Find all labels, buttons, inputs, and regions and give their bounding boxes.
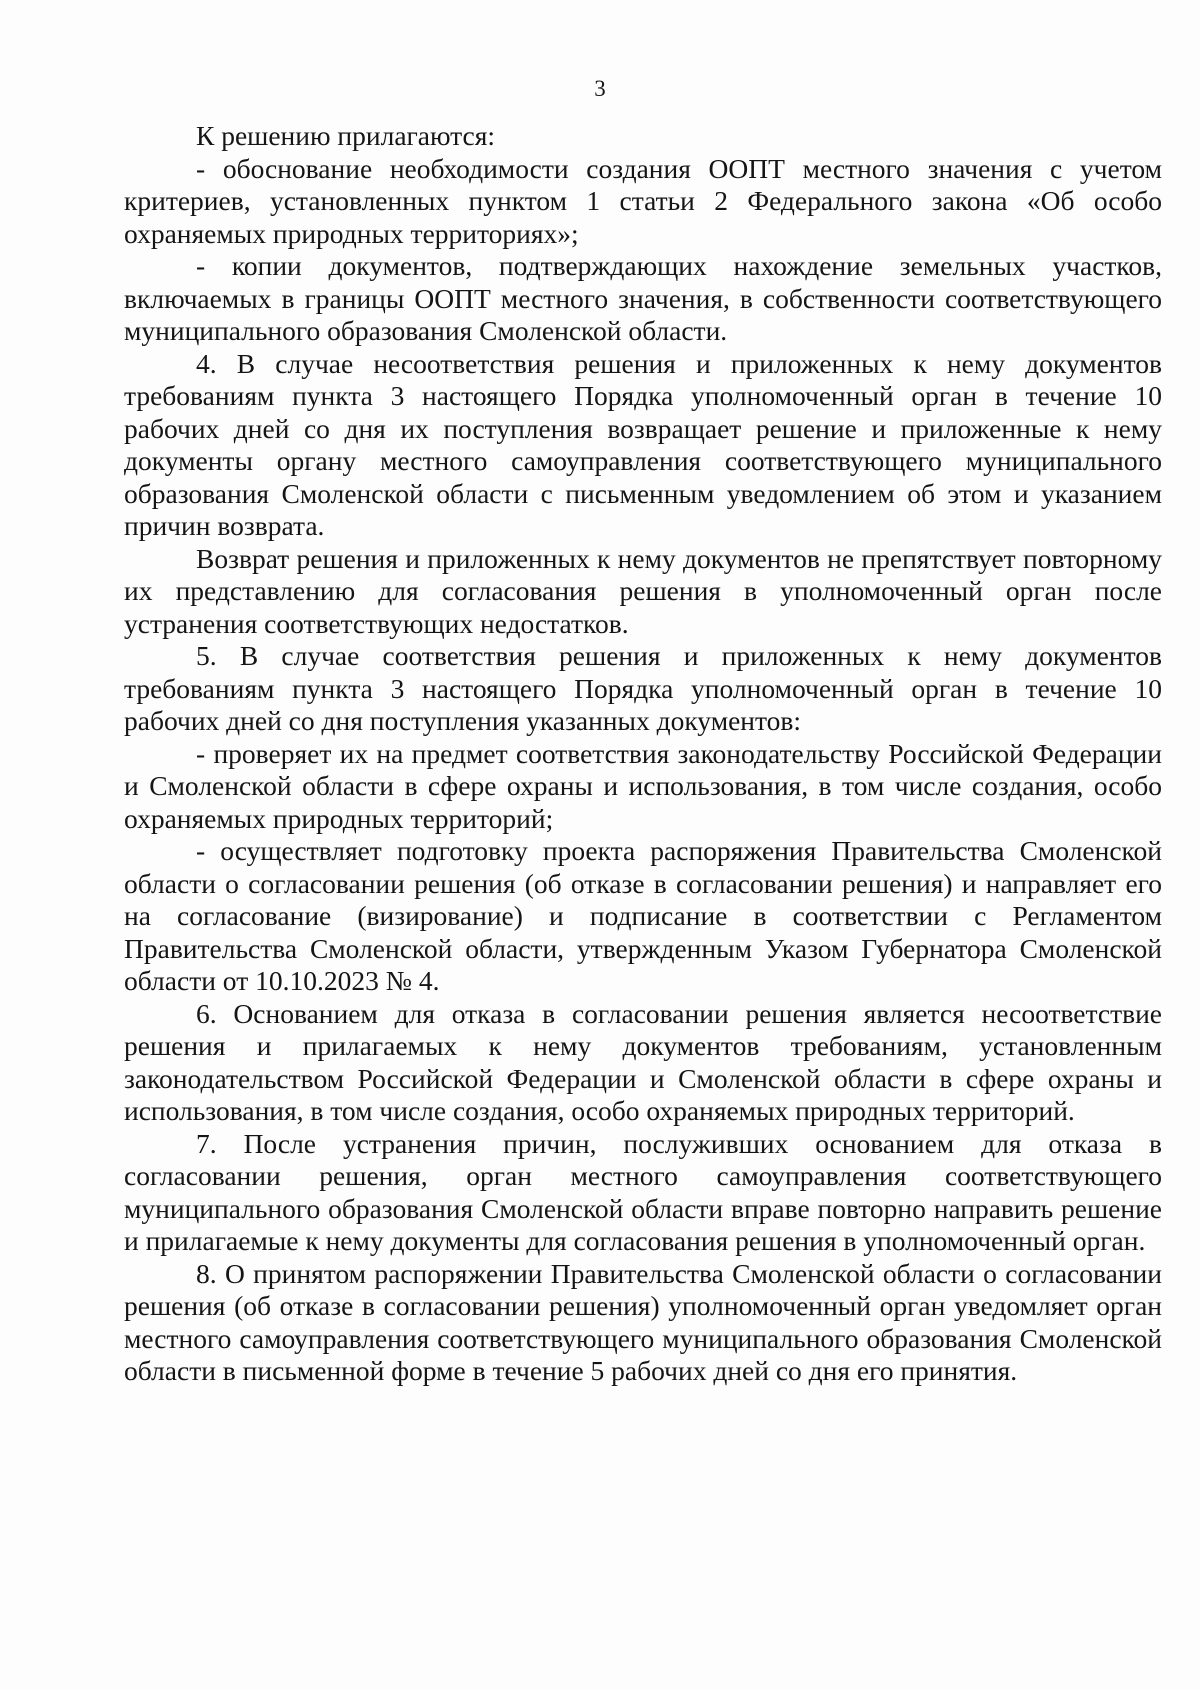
attachment-item-land-documents: - копии документов, подтверждающих нахождение земельных участков, включаемых в границы ООПТ местного значения, в собственности соответствующего муниципального образования Смоленской области. <box>124 250 1162 346</box>
clause-5-item-draft: - осуществляет подготовку проекта распоряжения Правительства Смоленской области о согласовании решения (об отказе в согласовании решения) и направляет его на согласование (визирование) и подписание в соответствии с Регламентом Правительства Смоленской области, утвержденным Указом Губернатора Смоленской области от 10.10.2023 № 4. <box>124 835 1162 996</box>
attachments-intro: К решению прилагаются: <box>196 120 496 151</box>
clause-5: 5. В случае соответствия решения и приложенных к нему документов требованиям пункта 3 настоящего Порядка уполномоченный орган в течение 10 рабочих дней со дня поступления указанных документов: <box>124 640 1162 736</box>
attachment-item-justification: - обоснование необходимости создания ООПТ местного значения с учетом критериев, установленных пунктом 1 статьи 2 Федерального закона «Об особо охраняемых природных территориях»; <box>124 152 1162 249</box>
page-number: 3 <box>594 76 606 101</box>
clause-4: 4. В случае несоответствия решения и приложенных к нему документов требованиям пункта 3 настоящего Порядка уполномоченный орган в течение 10 рабочих дней со дня их поступления возвращает решение и приложенные к нему документы органу местного самоуправления соответствующего муниципального образования Смоленской области с письменным уведомлением об этом и указанием причин возврата. <box>124 347 1162 541</box>
clause-7: 7. После устранения причин, послуживших основанием для отказа в согласовании решения, орган местного самоуправления соответствующего муниципального образования Смоленской области вправе повторно направить решение и прилагаемые к нему документы для согласования решения в уполномоченный орган. <box>124 1127 1162 1256</box>
clause-4-return-note: Возврат решения и приложенных к нему документов не препятствует повторному их представлению для согласования решения в уполномоченный орган после устранения соответствующих недостатков. <box>124 542 1162 639</box>
clause-5-item-check: - проверяет их на предмет соответствия законодательству Российской Федерации и Смоленской области в сфере охраны и использования, в том числе создания, особо охраняемых природных территорий; <box>124 737 1162 834</box>
document-body <box>124 120 1162 1388</box>
clause-6: 6. Основанием для отказа в согласовании решения является несоответствие решения и прилагаемых к нему документов требованиям, установленным законодательством Российской Федерации и Смоленской области в сфере охраны и использования, в том числе создания, особо охраняемых природных территорий. <box>124 997 1162 1126</box>
clause-8: 8. О принятом распоряжении Правительства Смоленской области о согласовании решения (об отказе в согласовании решения) уполномоченный орган уведомляет орган местного самоуправления соответствующего муниципального образования Смоленской области в письменной форме в течение 5 рабочих дней со дня его принятия. <box>124 1257 1162 1386</box>
